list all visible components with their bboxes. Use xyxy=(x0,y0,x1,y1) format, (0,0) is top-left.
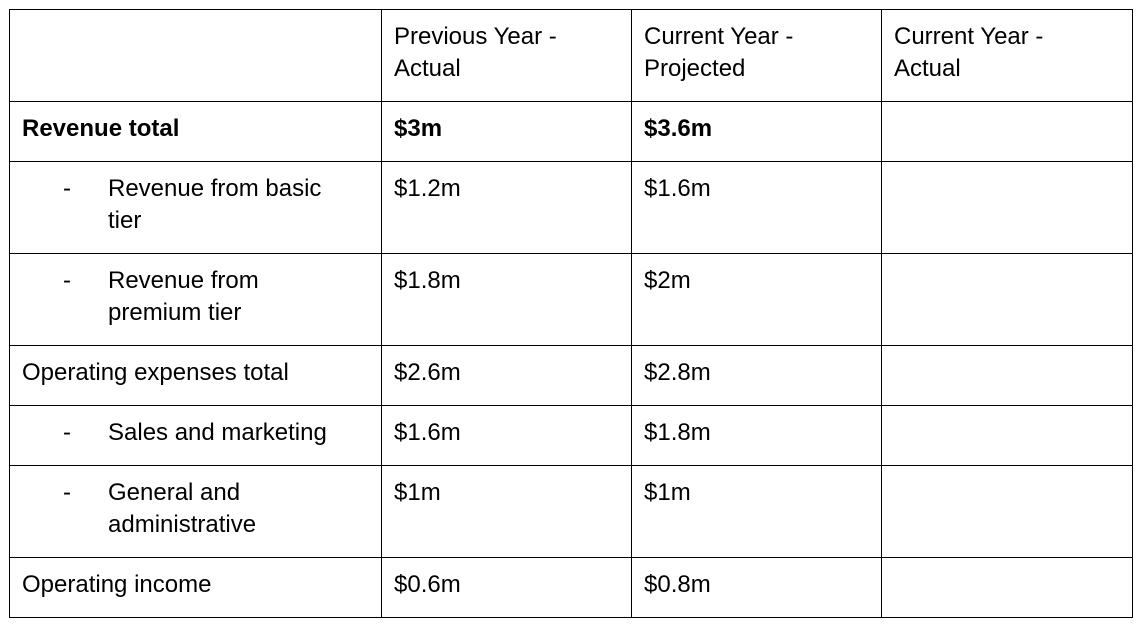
header-cell-empty xyxy=(10,10,382,102)
previous-year-actual-value: $1m xyxy=(382,466,632,558)
current-year-projected-value: $3.6m xyxy=(632,102,882,162)
table-header-row xyxy=(10,10,1133,102)
row-label: Operating income xyxy=(10,558,382,618)
table-row xyxy=(10,162,1133,254)
current-year-actual-value xyxy=(882,466,1133,558)
row-label: Revenue from basic tier xyxy=(108,175,322,234)
table-row xyxy=(10,102,1133,162)
financial-summary-table xyxy=(9,9,1133,618)
current-year-projected-value: $0.8m xyxy=(632,558,882,618)
row-label-cell xyxy=(10,254,382,346)
table-row xyxy=(10,346,1133,406)
row-label-cell xyxy=(10,162,382,254)
row-label: Revenue total xyxy=(10,102,382,162)
current-year-actual-value xyxy=(882,406,1133,466)
current-year-actual-value xyxy=(882,102,1133,162)
sub-item-marker: - xyxy=(63,479,71,506)
current-year-projected-value: $1.8m xyxy=(632,406,882,466)
table-row xyxy=(10,406,1133,466)
current-year-projected-value: $2m xyxy=(632,254,882,346)
previous-year-actual-value: $2.6m xyxy=(382,346,632,406)
table-row xyxy=(10,558,1133,618)
table-row xyxy=(10,466,1133,558)
current-year-actual-value xyxy=(882,346,1133,406)
current-year-projected-value: $1m xyxy=(632,466,882,558)
row-label: Operating expenses total xyxy=(10,346,382,406)
header-cell-current-year-projected: Current Year - Projected xyxy=(632,10,882,102)
header-cell-previous-year-actual: Previous Year - Actual xyxy=(382,10,632,102)
previous-year-actual-value: $3m xyxy=(382,102,632,162)
table-row xyxy=(10,254,1133,346)
sub-item-marker: - xyxy=(63,267,71,294)
previous-year-actual-value: $0.6m xyxy=(382,558,632,618)
previous-year-actual-value: $1.6m xyxy=(382,406,632,466)
row-label: Sales and marketing xyxy=(108,419,327,446)
current-year-actual-value xyxy=(882,162,1133,254)
sub-item-marker: - xyxy=(63,419,71,446)
row-label: Revenue from premium tier xyxy=(108,267,259,326)
header-cell-current-year-actual: Current Year - Actual xyxy=(882,10,1133,102)
previous-year-actual-value: $1.8m xyxy=(382,254,632,346)
current-year-actual-value xyxy=(882,558,1133,618)
current-year-actual-value xyxy=(882,254,1133,346)
row-label-cell xyxy=(10,466,382,558)
row-label: General and administrative xyxy=(108,479,257,538)
previous-year-actual-value: $1.2m xyxy=(382,162,632,254)
current-year-projected-value: $2.8m xyxy=(632,346,882,406)
row-label-cell xyxy=(10,406,382,466)
sub-item-marker: - xyxy=(63,175,71,202)
current-year-projected-value: $1.6m xyxy=(632,162,882,254)
